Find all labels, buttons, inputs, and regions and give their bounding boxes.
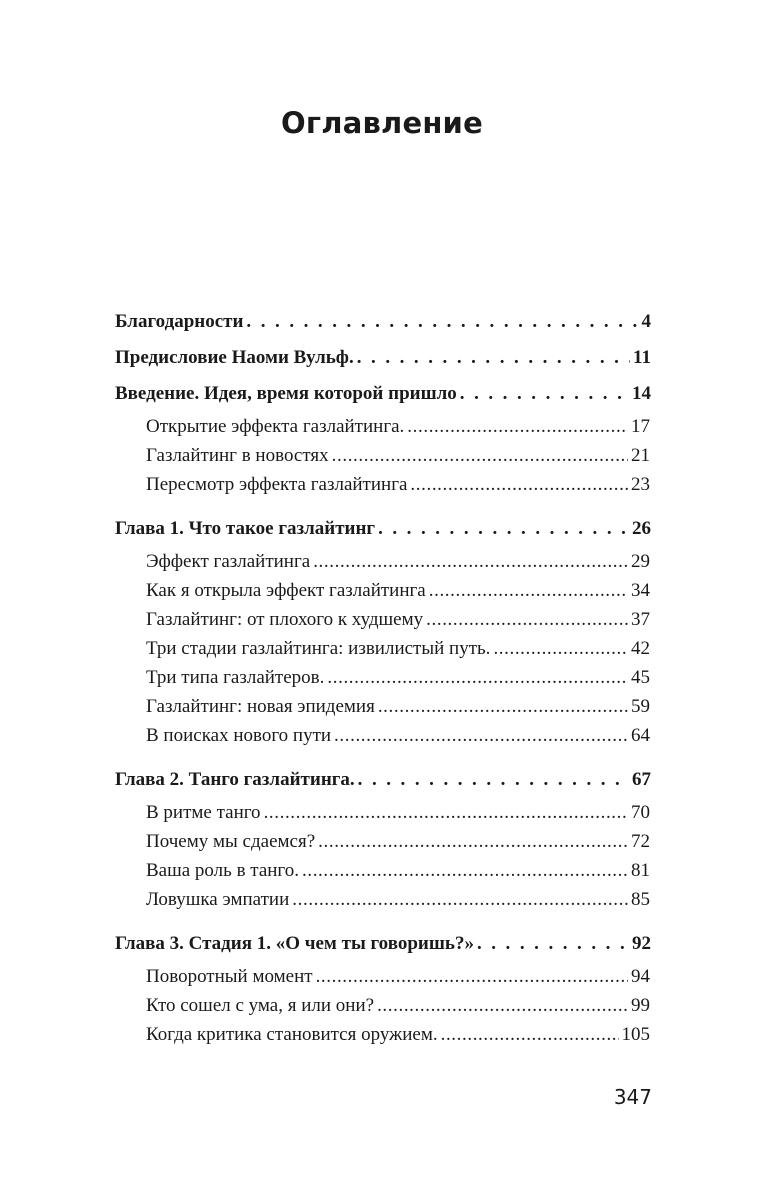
toc-subentry-label: Когда критика становится оружием. [146, 1024, 438, 1045]
toc-subentry-page: 59 [631, 696, 650, 717]
toc-subentry-page: 85 [631, 889, 650, 910]
dot-leader [407, 412, 628, 441]
dot-leader [357, 340, 630, 376]
dot-leader [358, 762, 629, 798]
toc-subentry [115, 962, 650, 991]
toc-subentry [115, 576, 650, 605]
toc-subentry-label: Три стадии газлайтинга: извилистый путь. [146, 638, 491, 659]
dot-leader [246, 304, 638, 340]
toc-subentry-page: 99 [631, 995, 650, 1016]
toc-subentry [115, 547, 650, 576]
toc-subentry-label: Газлайтинг в новостях [146, 445, 329, 466]
dot-leader [378, 692, 628, 721]
toc-chapter-3 [115, 926, 651, 1049]
dot-leader [493, 634, 628, 663]
table-of-contents [115, 304, 651, 1061]
toc-subentry-page: 64 [631, 725, 650, 746]
toc-subentry-page: 34 [631, 580, 650, 601]
toc-subentry-page: 70 [631, 802, 650, 823]
toc-subentry-label: Ловушка эмпатии [146, 889, 290, 910]
toc-subentry [115, 663, 650, 692]
toc-subentry-label: Почему мы сдаемся? [146, 831, 316, 852]
dot-leader [292, 885, 628, 914]
toc-subentry-label: Пересмотр эффекта газлайтинга [146, 474, 408, 495]
dot-leader [334, 721, 628, 750]
dot-leader [264, 798, 628, 827]
dot-leader [313, 547, 628, 576]
toc-subentry [115, 412, 650, 441]
toc-entry-label: Благодарности [115, 311, 244, 332]
dot-leader [378, 511, 629, 547]
dot-leader [318, 827, 628, 856]
dot-leader [460, 376, 629, 412]
toc-entry [115, 926, 651, 962]
dot-leader [327, 663, 628, 692]
page-number: 347 [613, 1085, 652, 1109]
toc-subentry [115, 441, 650, 470]
toc-entry [115, 304, 651, 340]
toc-subentry [115, 634, 650, 663]
toc-subentry-label: Газлайтинг: от плохого к худшему [146, 609, 424, 630]
dot-leader [410, 470, 628, 499]
toc-subentry-page: 21 [631, 445, 650, 466]
toc-subentry-page: 17 [631, 416, 650, 437]
toc-subentry [115, 470, 650, 499]
toc-subentry [115, 798, 650, 827]
toc-subentry-page: 105 [621, 1024, 650, 1045]
page-title: Оглавление [281, 106, 483, 140]
dot-leader [426, 605, 628, 634]
toc-subentry [115, 827, 650, 856]
dot-leader [332, 441, 628, 470]
toc-chapter-1 [115, 511, 651, 750]
dot-leader [302, 856, 628, 885]
dot-leader [477, 926, 629, 962]
toc-subentry-label: Кто сошел с ума, я или они? [146, 995, 375, 1016]
toc-subentry-page: 94 [631, 966, 650, 987]
toc-entry-label: Глава 1. Что такое газлайтинг [115, 518, 376, 539]
toc-entry-label: Предисловие Наоми Вульф. [115, 347, 354, 368]
toc-entry-label: Введение. Идея, время которой пришло [115, 383, 457, 404]
toc-subentry-label: В ритме танго [146, 802, 261, 823]
dot-leader [429, 576, 628, 605]
toc-entry-page: 14 [632, 383, 651, 404]
toc-subentry-label: Газлайтинг: новая эпидемия [146, 696, 375, 717]
toc-entry [115, 762, 651, 798]
toc-entry-label: Глава 3. Стадия 1. «О чем ты говоришь?» [115, 933, 474, 954]
toc-subentry [115, 856, 650, 885]
toc-entry-page: 67 [632, 769, 651, 790]
toc-entry-page: 92 [632, 933, 651, 954]
toc-subentry-page: 37 [631, 609, 650, 630]
toc-subentry [115, 991, 650, 1020]
toc-entry-page: 26 [632, 518, 651, 539]
toc-subentry [115, 885, 650, 914]
toc-subentry [115, 1020, 650, 1049]
toc-entry [115, 340, 651, 376]
toc-subentry [115, 721, 650, 750]
toc-subentry-label: Открытие эффекта газлайтинга. [146, 416, 405, 437]
toc-chapter-introduction [115, 376, 651, 499]
toc-subentry-label: Как я открыла эффект газлайтинга [146, 580, 426, 601]
toc-subentry-page: 29 [631, 551, 650, 572]
toc-subentry-page: 81 [631, 860, 650, 881]
toc-subentry-page: 72 [631, 831, 650, 852]
dot-leader [316, 962, 628, 991]
toc-subentry [115, 605, 650, 634]
dot-leader [377, 991, 628, 1020]
toc-entry-page: 11 [633, 347, 651, 368]
toc-entry-label: Глава 2. Танго газлайтинга. [115, 769, 355, 790]
toc-entry [115, 376, 651, 412]
toc-subentry-page: 23 [631, 474, 650, 495]
toc-entry [115, 511, 651, 547]
toc-subentry-label: В поисках нового пути [146, 725, 332, 746]
toc-subentry-label: Три типа газлайтеров. [146, 667, 325, 688]
toc-chapter-2 [115, 762, 651, 914]
toc-subentry-label: Ваша роль в танго. [146, 860, 299, 881]
toc-entry-page: 4 [641, 311, 651, 332]
toc-subentry-page: 45 [631, 667, 650, 688]
toc-subentry [115, 692, 650, 721]
toc-subentry-label: Поворотный момент [146, 966, 313, 987]
toc-subentry-page: 42 [631, 638, 650, 659]
dot-leader [441, 1020, 619, 1049]
toc-subentry-label: Эффект газлайтинга [146, 551, 311, 572]
